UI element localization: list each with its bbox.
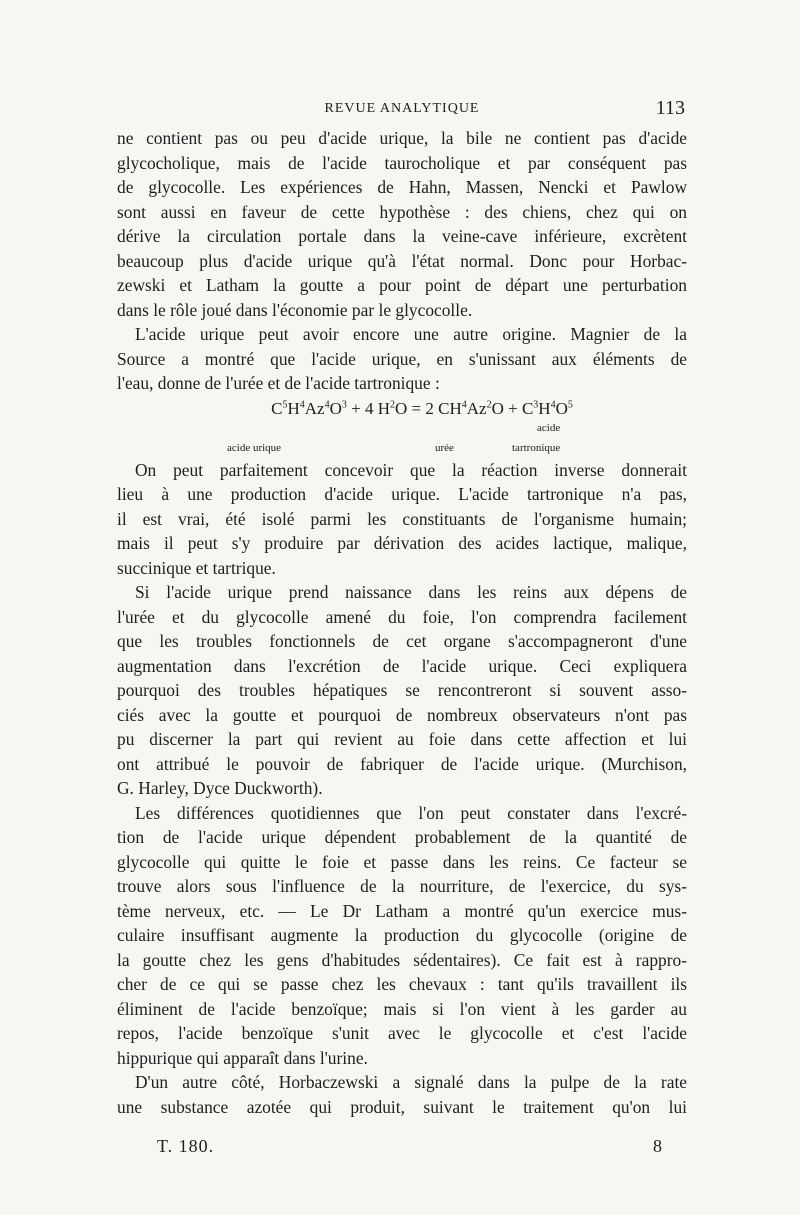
text-line: glycocholique, mais de l'acide taurocholique et par conséquent pas	[117, 152, 687, 173]
paragraph-5	[117, 801, 687, 1071]
text-line: l'urée et du glycocolle amené du foie, l'on comprendra facilement	[117, 606, 687, 627]
equation-labels	[117, 420, 687, 458]
text-line: beaucoup plus d'acide urique qu'à l'état normal. Donc pour Horbac-	[117, 250, 687, 271]
text-line: lieu à une production d'acide urique. L'acide tartronique n'a pas,	[117, 484, 687, 504]
label-acide-urique: acide urique	[227, 441, 282, 454]
text-line: culaire insuffisant augmente la production du glycocolle (origine de	[117, 925, 687, 945]
body-text	[117, 126, 687, 1119]
text-line: glycocolle qui quitte le foie et passe dans les reins. Ce facteur se	[117, 851, 687, 872]
text-line: ont attribué le pouvoir de fabriquer de l'acide urique. (Murchison,	[117, 753, 687, 774]
text-line: Les différences quotidiennes que l'on peut constater dans l'excré-	[135, 802, 687, 823]
text-line: tème nerveux, etc. — Le Dr Latham a montré qu'un exercice mus-	[117, 900, 687, 921]
text-line: la goutte chez les gens d'habitudes sédentaires). Ce fait est à rappro-	[117, 949, 687, 970]
text-line: cher de ce qui se passe chez les chevaux : tant qu'ils travaillent ils	[117, 974, 687, 994]
text-line: dans le rôle joué dans l'économie par le glycocolle.	[117, 299, 473, 320]
label-uree: urée	[435, 441, 454, 454]
text-line: On peut parfaitement concevoir que la réaction inverse donnerait	[135, 459, 687, 480]
text-line: de glycocolle. Les expériences de Hahn, Massen, Nencki et Pawlow	[117, 177, 687, 197]
paragraph-1	[117, 126, 687, 322]
paragraph-3	[117, 458, 687, 581]
text-line: zewski et Latham la goutte a pour point de départ une perturbation	[117, 275, 687, 295]
label-acide-top: acide	[537, 421, 561, 434]
text-line: succinique et tartrique.	[117, 557, 276, 578]
text-line: que les troubles fonctionnels de cet organe s'accompagneront d'une	[117, 631, 687, 651]
paragraph-2	[117, 322, 687, 396]
text-line: L'acide urique peut avoir encore une autre origine. Magnier de la	[135, 324, 687, 344]
text-line: D'un autre côté, Horbaczewski a signalé dans la pulpe de la rate	[135, 1072, 687, 1092]
text-line: tion de l'acide urique dépendent probablement de la quantité de	[117, 827, 687, 847]
text-line: sont aussi en faveur de cette hypothèse : des chiens, chez qui on	[117, 201, 687, 222]
text-line: ciés avec la goutte et pourquoi de nombreux observateurs n'ont pas	[117, 704, 687, 725]
text-line: G. Harley, Dyce Duckworth).	[117, 778, 323, 798]
text-line: il est vrai, été isolé parmi les constituants de l'organisme humain;	[117, 508, 687, 529]
page-number: 113	[655, 97, 685, 119]
text-line: dérive la circulation portale dans la veine-cave inférieure, excrètent	[117, 226, 687, 246]
running-head	[117, 97, 687, 121]
text-line: mais il peut s'y produire par dérivation des acides lactique, malique,	[117, 533, 687, 553]
label-tartronique: tartronique	[512, 441, 561, 454]
running-title: REVUE ANALYTIQUE	[324, 101, 480, 116]
text-line: pourquoi des troubles hépatiques se rencontreront si souvent asso-	[117, 680, 687, 700]
text-line: trouve alors sous l'influence de la nourriture, de l'exercice, du sys-	[117, 876, 687, 896]
text-line: Source a montré que l'acide urique, en s'unissant aux éléments de	[117, 348, 687, 369]
text-line: une substance azotée qui produit, suivant le traitement qu'on lui	[117, 1096, 687, 1117]
text-line: éliminent de l'acide benzoïque; mais si l'on vient à les garder au	[117, 998, 687, 1019]
text-line: repos, l'acide benzoïque s'unit avec le glycocolle et c'est l'acide	[117, 1023, 687, 1043]
page-footer	[157, 1136, 662, 1162]
sheet-folio: 8	[653, 1136, 662, 1156]
text-line: augmentation dans l'excrétion de l'acide urique. Ceci expliquera	[117, 655, 687, 676]
text-line: pu discerner la part qui revient au foie dans cette affection et lui	[117, 729, 687, 749]
paragraph-6	[117, 1070, 687, 1119]
text-line: ne contient pas ou peu d'acide urique, la bile ne contient pas d'acide	[117, 128, 687, 148]
text-line: Si l'acide urique prend naissance dans les reins aux dépens de	[135, 582, 687, 602]
text-line: l'eau, donne de l'urée et de l'acide tartronique :	[117, 373, 440, 393]
printer-signature: T. 180.	[157, 1136, 215, 1156]
paragraph-4	[117, 580, 687, 801]
chemical-equation: $C^5H^4Az^4O^3 + 4$ $H^2O = 2$ $CH^4Az^2O + C^3H^4O^5$	[271, 398, 573, 418]
text-line: hippurique qui apparaît dans l'urine.	[117, 1047, 368, 1068]
